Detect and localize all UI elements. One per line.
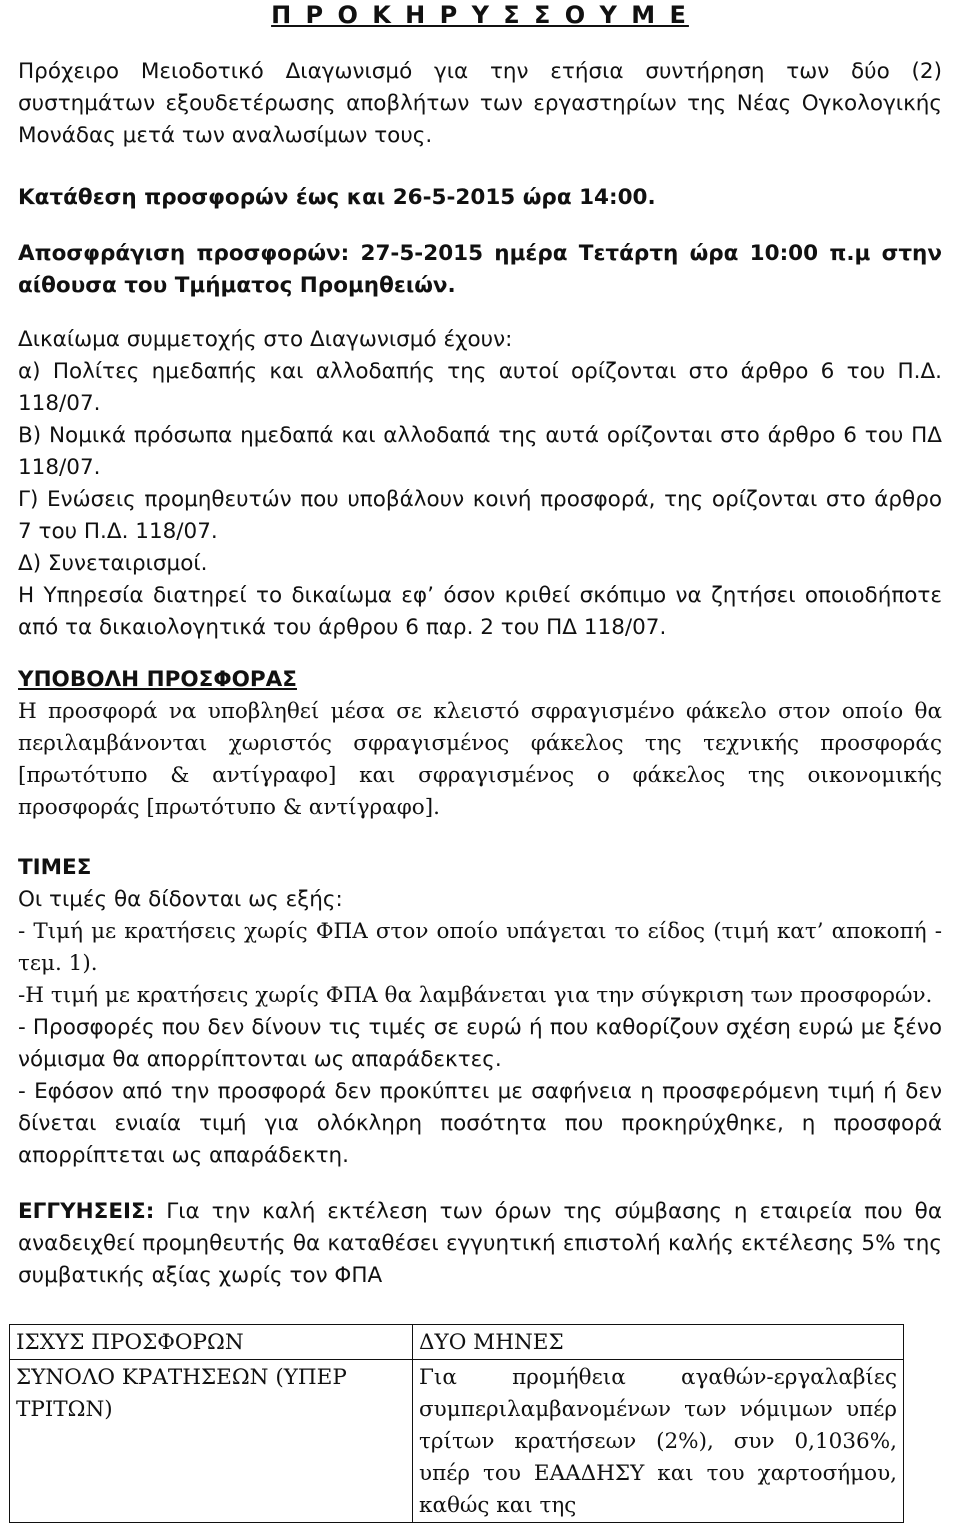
submission-text: Η προσφορά να υποβληθεί μέσα σε κλειστό σφραγισμένο φάκελο στον οποίο θα περιλαμβάνονται χωριστός σφραγισμένος φάκελος της τεχνικής προσφοράς [πρωτότυπο & αντίγραφο] και σφραγισμένος ο φάκελος της οικονομικής προσφοράς [πρωτότυπο & αντίγραφο]. <box>18 699 942 820</box>
opening-date: Αποσφράγιση προσφορών: 27-5-2015 ημέρα Τετάρτη ώρα 10:00 π.μ στην αίθουσα του Τμήματος Προμηθειών. <box>18 241 942 298</box>
eligibility-section <box>18 324 942 644</box>
table-cell-value: ΔΥΟ ΜΗΝΕΣ <box>413 1325 904 1360</box>
eligibility-item-d: Δ) Συνεταιρισμοί. <box>18 551 208 576</box>
prices-item: - Τιμή με κρατήσεις χωρίς ΦΠΑ στον οποίο υπάγεται το είδος (τιμή κατ’ αποκοπή - τεμ. 1). <box>18 919 942 976</box>
prices-item: -Η τιμή με κρατήσεις χωρίς ΦΠΑ θα λαμβάνεται για την σύγκριση των προσφορών. <box>18 983 933 1008</box>
eligibility-note: Η Υπηρεσία διατηρεί το δικαίωμα εφ’ όσον κριθεί σκόπιμο να ζητήσει οποιοδήποτε από τα δικαιολογητικά του άρθρου 6 παρ. 2 του ΠΔ 118/07. <box>18 583 942 640</box>
deposit-deadline: Κατάθεση προσφορών έως και 26-5-2015 ώρα 14:00. <box>18 185 656 210</box>
eligibility-item-a: α) Πολίτες ημεδαπής και αλλοδαπής της αυτοί ορίζονται στο άρθρο 6 του Π.Δ. 118/07. <box>18 359 942 416</box>
guarantees-paragraph <box>18 1196 942 1292</box>
table-cell-label: ΙΣΧΥΣ ΠΡΟΣΦΟΡΩΝ <box>10 1325 413 1360</box>
eligibility-lead: Δικαίωμα συμμετοχής στο Διαγωνισμό έχουν: <box>18 327 513 352</box>
guarantees-label: ΕΓΓΥΗΣΕΙΣ: <box>18 1199 155 1224</box>
guarantees-text: Για την καλή εκτέλεση των όρων της σύμβασης η εταιρεία που θα αναδειχθεί προμηθευτής θα καταθέσει εγγυητική επιστολή καλής εκτέλεσης 5% της συμβατικής αξίας χωρίς τον ΦΠΑ <box>18 1199 942 1288</box>
intro-paragraph: Πρόχειρο Μειοδοτικό Διαγωνισμό για την ετήσια συντήρηση των δύο (2) συστημάτων εξουδετέρωσης αποβλήτων των εργαστηρίων της Νέας Ογκολογικής Μονάδας μετά των αναλωσίμων τους. <box>18 59 942 148</box>
offer-info-table <box>9 1324 904 1523</box>
submission-heading: ΥΠΟΒΟΛΗ ΠΡΟΣΦΟΡΑΣ <box>18 667 297 692</box>
page-title: Π Ρ Ο Κ Η Ρ Υ Σ Σ Ο Υ Μ Ε <box>271 1 689 29</box>
eligibility-item-c: Γ) Ενώσεις προμηθευτών που υποβάλουν κοινή προσφορά, της ορίζονται στο άρθρο 7 του Π.Δ. 118/07. <box>18 487 942 544</box>
table-row <box>10 1325 904 1360</box>
prices-heading: ΤΙΜΕΣ <box>18 855 92 880</box>
prices-item: - Προσφορές που δεν δίνουν τις τιμές σε ευρώ ή που καθορίζουν σχέση ευρώ με ξένο νόμισμα θα απορρίπτονται ως απαράδεκτες. <box>18 1015 942 1072</box>
table-cell-label: ΣΥΝΟΛΟ ΚΡΑΤΗΣΕΩΝ (ΥΠΕΡ ΤΡΙΤΩΝ) <box>10 1360 413 1523</box>
eligibility-item-b: Β) Νομικά πρόσωπα ημεδαπά και αλλοδαπά της αυτά ορίζονται στο άρθρο 6 του ΠΔ 118/07. <box>18 423 942 480</box>
submission-section <box>18 664 942 824</box>
prices-section <box>18 852 942 1172</box>
prices-item: - Εφόσον από την προσφορά δεν προκύπτει με σαφήνεια η προσφερόμενη τιμή ή δεν δίνεται ενιαία τιμή για ολόκληρη ποσότητα που προκηρύχθηκε, η προσφορά απορρίπτεται ως απαράδεκτη. <box>18 1079 942 1168</box>
table-row <box>10 1360 904 1523</box>
prices-lead: Οι τιμές θα δίδονται ως εξής: <box>18 887 343 912</box>
table-cell-value: Για προμήθεια αγαθών-εργαλαβίες συμπεριλαμβανομένων των νόμιμων υπέρ τρίτων κρατήσεων (2%), συν 0,1036%, υπέρ του ΕΑΑΔΗΣΥ και του χαρτοσήμου, καθώς και της <box>413 1360 904 1523</box>
